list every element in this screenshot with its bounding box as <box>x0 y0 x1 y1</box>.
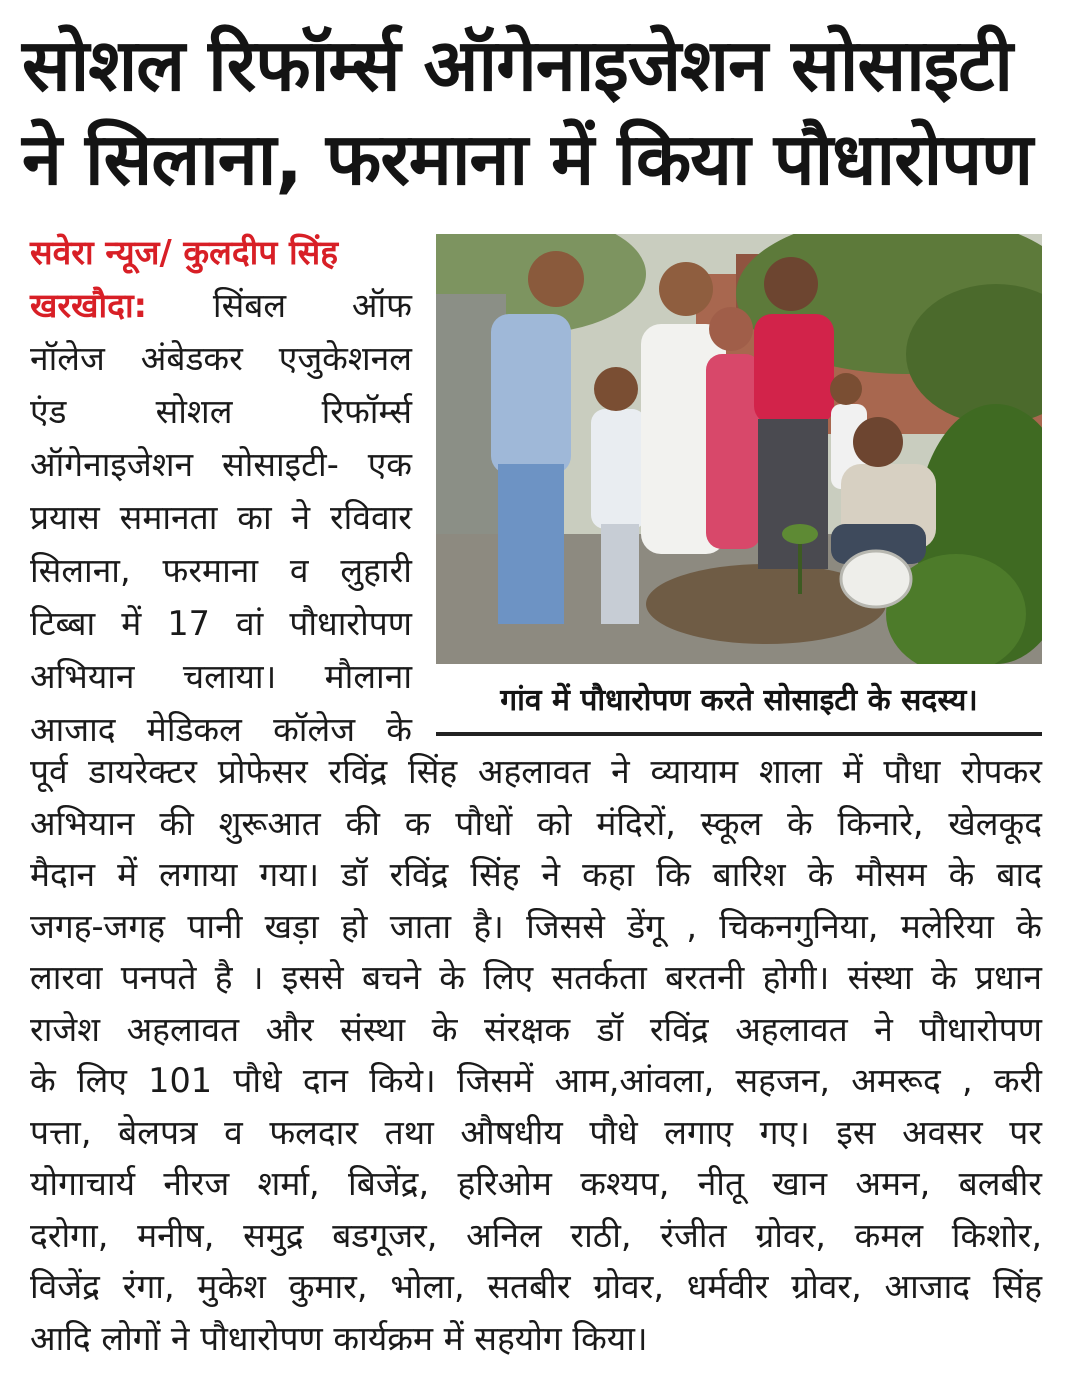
body-line: दरोगा, मनीष, समुद्र बडगूजर, अनिल राठी, रंजीत ग्रोवर, कमल किशोर, <box>30 1215 1042 1255</box>
article-left-column <box>30 226 412 756</box>
body-left-line: प्रयास समानता का ने रविवार <box>30 498 412 537</box>
body-line: राजेश अहलावत और संस्था के संरक्षक डॉ रविंद्र अहलावत ने पौधारोपण <box>30 1009 1042 1049</box>
headline-line-1: सोशल रिफॉर्म्स ऑगेनाइजेशन सोसाइटी <box>22 23 1013 107</box>
body-left-line: आजाद मेडिकल कॉलेज के <box>30 710 412 749</box>
body-line: अभियान की शुरूआत की क पौधों को मंदिरों, स्कूल के किनारे, खेलकूद <box>30 803 1042 843</box>
dateline-line <box>30 279 412 332</box>
body-left-line: अभियान चलाया। मौलाना <box>30 657 412 696</box>
body-line: आदि लोगों ने पौधारोपण कार्यक्रम में सहयोग किया। <box>30 1318 648 1358</box>
body-left-line: सिलाना, फरमाना व लुहारी <box>30 551 412 590</box>
news-photo <box>436 234 1042 664</box>
headline <box>22 18 1062 206</box>
body-line: जगह-जगह पानी खड़ा हो जाता है। जिससे डेंगू , चिकनगुनिया, मलेरिया के <box>30 906 1042 946</box>
body-line: के लिए 101 पौधे दान किये। जिसमें आम,आंवला, सहजन, अमरूद , करी <box>30 1061 1042 1100</box>
byline: सवेरा न्यूज/ कुलदीप सिंह <box>30 233 339 272</box>
dateline: खरखौदा: <box>30 286 148 325</box>
photo-illustration <box>436 234 1042 664</box>
body-left-line: एंड सोशल रिफॉर्म्स <box>30 392 412 431</box>
body-line: लारवा पनपते है । इससे बचने के लिए सतर्कता बरतनी होगी। संस्था के प्रधान <box>30 958 1042 997</box>
headline-line-2: ने सिलाना, फरमाना में किया पौधारोपण <box>22 117 1033 201</box>
body-left-line: टिब्बा में 17 वां पौधारोपण <box>30 604 412 643</box>
body-left-line: ऑगेनाइजेशन सोसाइटी- एक <box>30 445 412 484</box>
body-line: योगाचार्य नीरज शर्मा, बिजेंद्र, हरिओम कश्यप, नीतू खान अमन, बलबीर <box>30 1164 1042 1203</box>
body-left-line: नॉलेज अंबेडकर एजुकेशनल <box>30 339 412 378</box>
body-left-line: सिंबल ऑफ <box>212 286 412 325</box>
photo-caption: गांव में पौधारोपण करते सोसाइटी के सदस्य। <box>436 676 1042 736</box>
body-line: पूर्व डायरेक्टर प्रोफेसर रविंद्र सिंह अहलावत ने व्यायाम शाला में पौधा रोपकर <box>30 752 1042 791</box>
body-line: पत्ता, बेलपत्र व फलदार तथा औषधीय पौधे लगाए गए। इस अवसर पर <box>30 1112 1042 1152</box>
body-line: विजेंद्र रंगा, मुकेश कुमार, भोला, सतबीर ग्रोवर, धर्मवीर ग्रोवर, आजाद सिंह <box>30 1267 1042 1306</box>
body-line: मैदान में लगाया गया। डॉ रविंद्र सिंह ने कहा कि बारिश के मौसम के बाद <box>30 855 1042 894</box>
article-body <box>30 746 1042 1364</box>
